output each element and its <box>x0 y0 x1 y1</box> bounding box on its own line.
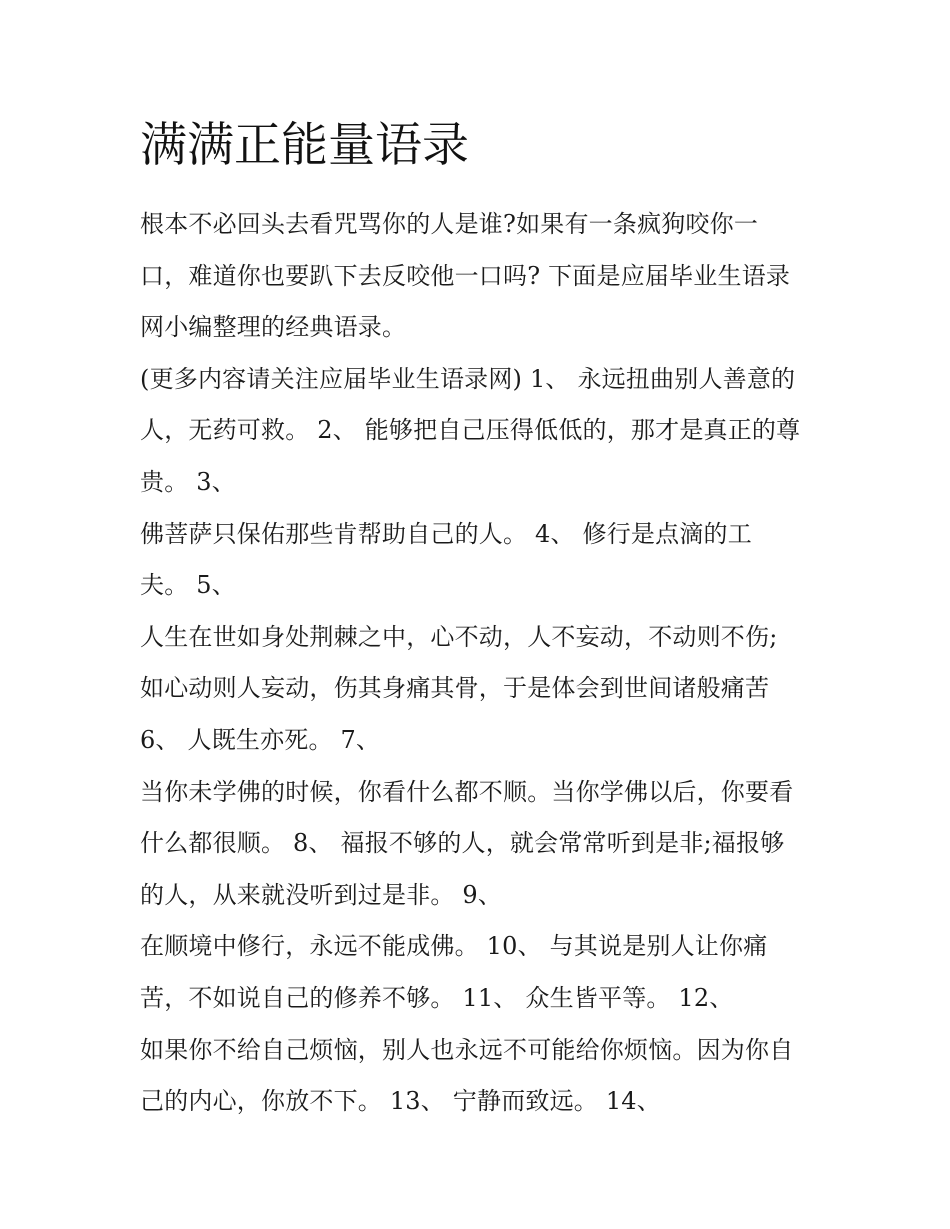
text-line: 如果你不给自己烦恼，别人也永远不可能给你烦恼。因为你自 <box>140 1035 794 1064</box>
text-line: 夫。 5、 <box>140 571 236 600</box>
body-text <box>140 199 830 1128</box>
text-line: 根本不必回头去看咒骂你的人是谁?如果有一条疯狗咬你一 <box>140 210 759 238</box>
text-line: 佛菩萨只保佑那些肯帮助自己的人。 4、 修行是点滴的工 <box>140 519 752 548</box>
text-line: 什么都很顺。 8、 福报不够的人，就会常常听到是非;福报够 <box>140 829 785 858</box>
text-line: 苦，不如说自己的修养不够。 11、 众生皆平等。 12、 <box>140 983 734 1012</box>
text-line: 在顺境中修行，永远不能成佛。 10、 与其说是别人让你痛 <box>140 932 768 961</box>
text-line: 人生在世如身处荆棘之中，心不动，人不妄动，不动则不伤; <box>140 622 778 651</box>
text-line: 口，难道你也要趴下去反咬他一口吗? 下面是应届毕业生语录 <box>140 261 791 290</box>
text-line: 如心动则人妄动，伤其身痛其骨，于是体会到世间诸般痛苦 <box>140 674 770 703</box>
text-line: 当你未学佛的时候，你看什么都不顺。当你学佛以后，你要看 <box>140 777 794 806</box>
text-line: 人，无药可救。 2、 能够把自己压得低低的，那才是真正的尊 <box>140 416 801 445</box>
text-line: (更多内容请关注应届毕业生语录网) 1、 永远扭曲别人善意的 <box>140 364 796 393</box>
text-line: 网小编整理的经典语录。 <box>140 313 407 342</box>
text-line: 贵。 3、 <box>140 467 236 496</box>
text-line: 6、 人既生亦死。 7、 <box>140 725 381 754</box>
text-line: 的人，从来就没听到过是非。 9、 <box>140 880 503 909</box>
page-title: 满满正能量语录 <box>140 118 469 173</box>
text-line: 己的内心，你放不下。 13、 宁静而致远。 14、 <box>140 1087 661 1116</box>
